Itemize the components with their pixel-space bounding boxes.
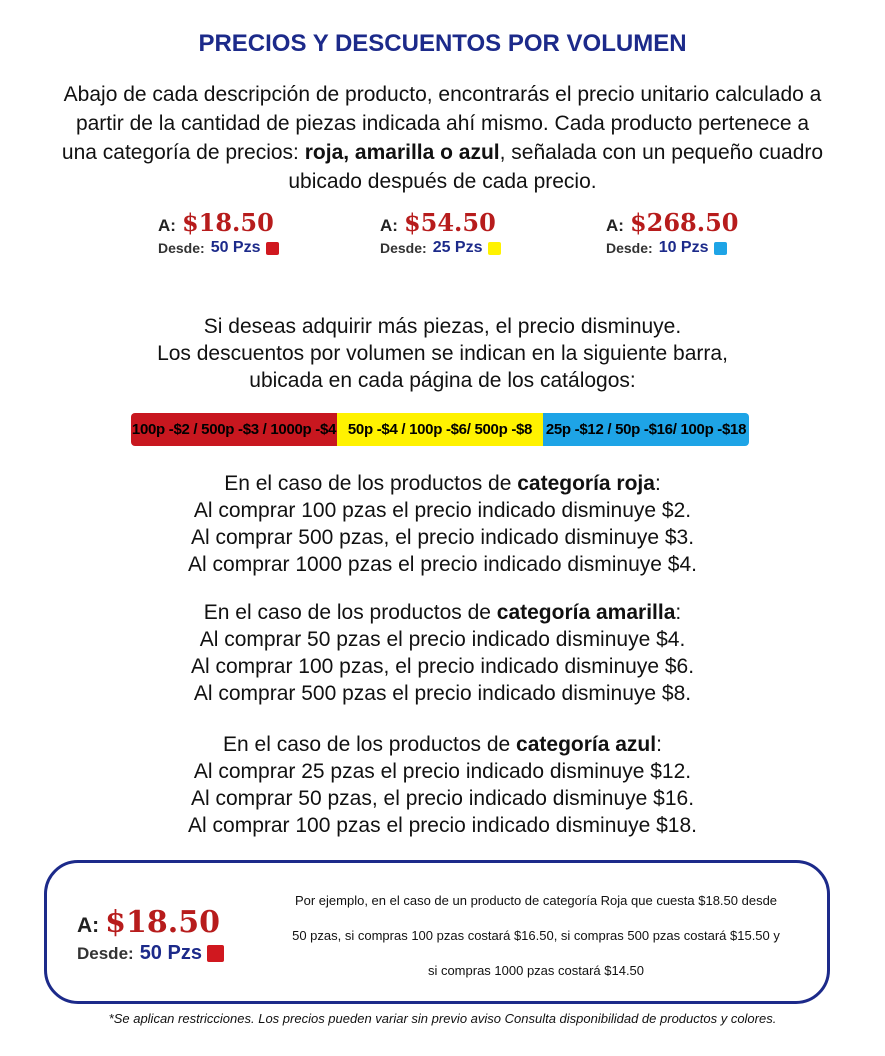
example-box xyxy=(44,860,830,1004)
price-card-blue xyxy=(606,208,739,257)
qty-value: 50 Pzs xyxy=(139,942,202,964)
category-colon: : xyxy=(656,733,662,756)
price-value: $18.50 xyxy=(105,905,220,940)
category-line: Al comprar 500 pzas, el precio indicado disminuye $3. xyxy=(190,526,695,549)
category-line: Al comprar 1000 pzas el precio indicado disminuye $4. xyxy=(188,553,697,576)
category-name: categoría roja xyxy=(517,472,655,495)
category-line: Al comprar 50 pzas el precio indicado disminuye $4. xyxy=(199,628,686,651)
category-blue-section xyxy=(60,731,825,839)
example-text xyxy=(261,883,811,988)
page-title: PRECIOS Y DESCUENTOS POR VOLUMEN xyxy=(198,30,687,57)
footnote: *Se aplican restricciones. Los precios pueden variar sin previo aviso Consulta disponibilidad de productos y colores. xyxy=(108,1011,777,1026)
desde-label: Desde: xyxy=(380,240,427,256)
category-intro: En el caso de los productos de xyxy=(223,733,517,756)
category-line: Al comprar 25 pzas el precio indicado disminuye $12. xyxy=(193,760,692,783)
discount-bar-yellow: 50p -$4 / 100p -$6/ 500p -$8 xyxy=(337,413,543,446)
price-label: A: xyxy=(606,216,624,235)
desde-label: Desde: xyxy=(606,240,653,256)
discount-bar xyxy=(131,413,749,446)
category-square-blue xyxy=(714,242,727,255)
qty-value: 50 Pzs xyxy=(210,239,261,256)
discount-bar-red: 100p -$2 / 500p -$3 / 1000p -$4 xyxy=(131,413,337,446)
desde-label: Desde: xyxy=(158,240,205,256)
category-square-red xyxy=(207,945,224,962)
price-value: $268.50 xyxy=(629,208,739,237)
category-red-section xyxy=(60,470,825,578)
price-label: A: xyxy=(77,914,100,937)
category-line: Al comprar 100 pzas el precio indicado disminuye $18. xyxy=(188,814,697,837)
para2-line3: ubicada en cada página de los catálogos: xyxy=(249,369,636,392)
discount-bar-blue: 25p -$12 / 50p -$16/ 100p -$18 xyxy=(543,413,749,446)
category-square-yellow xyxy=(488,242,501,255)
desde-label: Desde: xyxy=(77,943,134,963)
category-name: categoría amarilla xyxy=(496,601,676,624)
category-line: Al comprar 100 pzas el precio indicado disminuye $2. xyxy=(193,499,692,522)
price-label: A: xyxy=(380,216,398,235)
category-intro: En el caso de los productos de xyxy=(224,472,518,495)
category-name: categoría azul xyxy=(516,733,657,756)
example-line3: si compras 1000 pzas costará $14.50 xyxy=(427,963,645,978)
price-label: A: xyxy=(158,216,176,235)
category-intro: En el caso de los productos de xyxy=(203,601,497,624)
category-heading xyxy=(60,731,825,758)
volume-discount-paragraph xyxy=(60,313,825,394)
para2-line1: Si deseas adquirir más piezas, el precio disminuye. xyxy=(203,315,682,338)
category-line: Al comprar 100 pzas, el precio indicado disminuye $6. xyxy=(190,655,695,678)
category-heading xyxy=(60,470,825,497)
intro-text: Abajo de cada descripción de producto, encontrarás el precio unitario calculado a partir de la cantidad de piezas indicada ahí mismo. Cada producto pertenece a una categoría de precios: xyxy=(61,83,822,164)
price-card-yellow xyxy=(380,208,501,257)
example-price-card xyxy=(77,905,224,965)
category-colon: : xyxy=(675,601,682,624)
price-value: $54.50 xyxy=(403,208,496,237)
intro-categories: roja, amarilla o azul xyxy=(304,141,500,164)
intro-text-end: , señalada con un pequeño cuadro ubicado después de cada precio. xyxy=(288,141,824,193)
intro-paragraph xyxy=(60,80,825,196)
price-card-red xyxy=(158,208,279,257)
category-line: Al comprar 50 pzas, el precio indicado disminuye $16. xyxy=(190,787,695,810)
category-line: Al comprar 500 pzas el precio indicado disminuye $8. xyxy=(193,682,692,705)
category-heading xyxy=(60,599,825,626)
qty-value: 10 Pzs xyxy=(658,239,709,256)
price-value: $18.50 xyxy=(181,208,274,237)
category-square-red xyxy=(266,242,279,255)
category-yellow-section xyxy=(60,599,825,707)
category-colon: : xyxy=(654,472,661,495)
qty-value: 25 Pzs xyxy=(432,239,483,256)
para2-line2: Los descuentos por volumen se indican en la siguiente barra, xyxy=(157,342,728,365)
example-line2: 50 pzas, si compras 100 pzas costará $16.50, si compras 500 pzas costará $15.50 y xyxy=(292,928,780,943)
example-line1: Por ejemplo, en el caso de un producto de categoría Roja que cuesta $18.50 desde xyxy=(294,893,778,908)
